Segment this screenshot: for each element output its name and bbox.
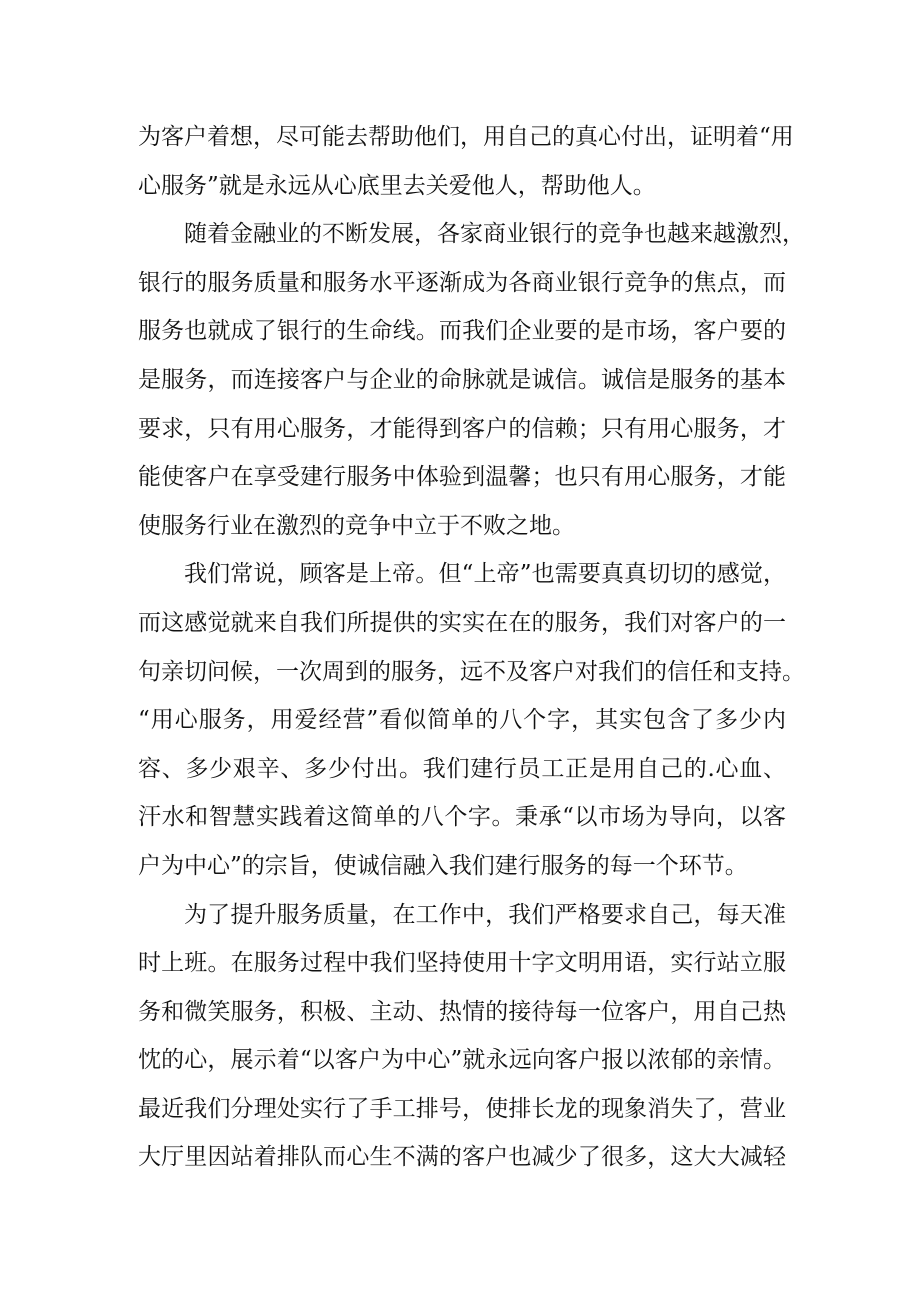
text-line: 户为中心”的宗旨，使诚信融入我们建行服务的每一个环节。 <box>138 852 748 879</box>
document-body <box>138 113 805 1182</box>
text-line: 我们常说，顾客是上帝。但“上帝”也需要真真切切的感觉， <box>184 561 786 588</box>
text-line: 忱的心，展示着“以客户为中心”就永远向客户报以浓郁的亲情。 <box>138 1047 786 1074</box>
text-line: 而这感觉就来自我们所提供的实实在在的服务，我们对客户的一 <box>138 609 786 636</box>
text-line: 务和微笑服务，积极、主动、热情的接待每一位客户，用自己热 <box>138 998 786 1025</box>
text-line: “用心服务，用爱经营”看似简单的八个字，其实包含了多少内 <box>138 707 786 734</box>
paragraph-4 <box>138 891 786 1183</box>
paragraph-1 <box>138 113 794 210</box>
text-line: 心服务”就是永远从心底里去关爱他人，帮助他人。 <box>138 172 656 199</box>
text-line: 随着金融业的不断发展，各家商业银行的竞争也越来越激烈， <box>184 221 805 248</box>
text-line: 服务也就成了银行的生命线。而我们企业要的是市场，客户要的 <box>138 318 786 345</box>
text-line: 句亲切问候，一次周到的服务，远不及客户对我们的信任和支持。 <box>138 658 805 685</box>
text-line: 汗水和智慧实践着这简单的八个字。秉承“以市场为导向，以客 <box>138 804 786 831</box>
text-line: 最近我们分理处实行了手工排号，使排长龙的现象消失了，营业 <box>138 1095 786 1122</box>
text-line: 是服务，而连接客户与企业的命脉就是诚信。诚信是服务的基本 <box>138 366 786 393</box>
text-line: 容、多少艰辛、多少付出。我们建行员工正是用自己的.心血、 <box>138 755 786 782</box>
text-line: 银行的服务质量和服务水平逐渐成为各商业银行竞争的焦点，而 <box>138 269 786 296</box>
text-line: 大厅里因站着排队而心生不满的客户也减少了很多，这大大减轻 <box>138 1144 786 1171</box>
paragraph-2 <box>138 210 805 550</box>
paragraph-3 <box>138 550 805 890</box>
text-line: 时上班。在服务过程中我们坚持使用十字文明用语，实行站立服 <box>138 950 786 977</box>
text-line: 为了提升服务质量，在工作中，我们严格要求自己，每天准 <box>184 901 786 928</box>
text-line: 能使客户在享受建行服务中体验到温馨；也只有用心服务，才能 <box>138 464 786 491</box>
text-line: 要求，只有用心服务，才能得到客户的信赖；只有用心服务，才 <box>138 415 786 442</box>
text-line: 为客户着想，尽可能去帮助他们，用自己的真心付出，证明着“用 <box>138 124 794 150</box>
text-line: 使服务行业在激烈的竞争中立于不败之地。 <box>138 512 575 539</box>
